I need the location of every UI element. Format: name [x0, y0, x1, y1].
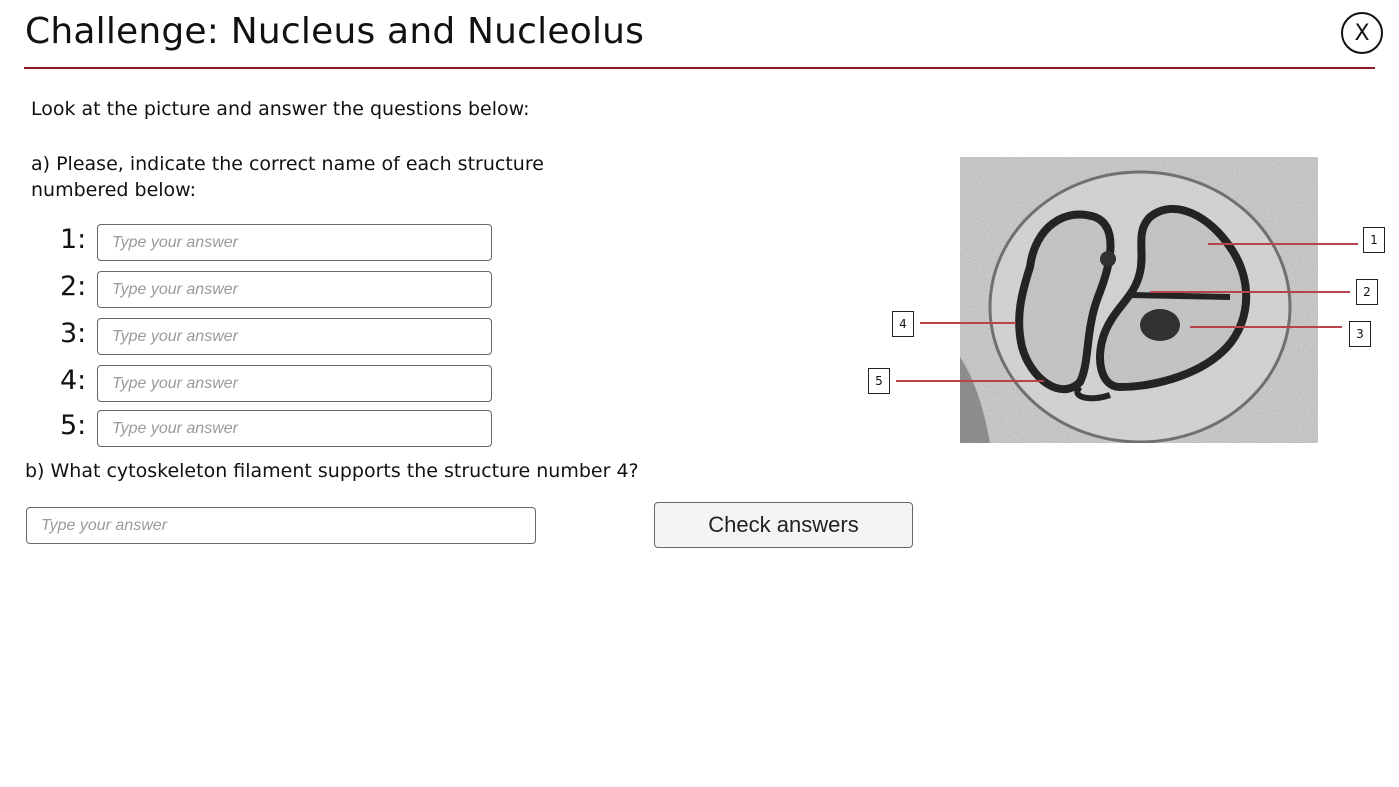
page-title: Challenge: Nucleus and Nucleolus: [25, 11, 645, 52]
cell-micrograph-image: [960, 157, 1318, 443]
answer-5-input[interactable]: [97, 410, 492, 447]
answer-4-input[interactable]: [97, 365, 492, 402]
title-divider: [24, 67, 1375, 69]
pointer-line-3: [1190, 326, 1342, 328]
instructions-text: Look at the picture and answer the questions below:: [31, 98, 530, 120]
answer-1-input[interactable]: [97, 224, 492, 261]
check-answers-button[interactable]: Check answers: [654, 502, 913, 548]
pointer-line-2: [1150, 291, 1350, 293]
label-box-2: 2: [1356, 279, 1378, 305]
answer-3-label: 3:: [60, 318, 87, 349]
label-box-4: 4: [892, 311, 914, 337]
answer-5-label: 5:: [60, 410, 87, 441]
answer-b-input[interactable]: [26, 507, 536, 544]
label-box-1: 1: [1363, 227, 1385, 253]
close-icon: X: [1354, 20, 1370, 46]
pointer-line-1: [1208, 243, 1358, 245]
label-box-3: 3: [1349, 321, 1371, 347]
pointer-line-5: [896, 380, 1044, 382]
question-a-text: a) Please, indicate the correct name of each structure numbered below:: [31, 153, 544, 201]
answer-2-input[interactable]: [97, 271, 492, 308]
answer-4-label: 4:: [60, 365, 87, 396]
answer-3-input[interactable]: [97, 318, 492, 355]
close-button[interactable]: [1341, 12, 1383, 54]
pointer-line-4: [920, 322, 1016, 324]
answer-2-label: 2:: [60, 271, 87, 302]
answer-1-label: 1:: [60, 224, 87, 255]
label-box-5: 5: [868, 368, 890, 394]
question-b-text: b) What cytoskeleton filament supports the structure number 4?: [25, 460, 639, 482]
